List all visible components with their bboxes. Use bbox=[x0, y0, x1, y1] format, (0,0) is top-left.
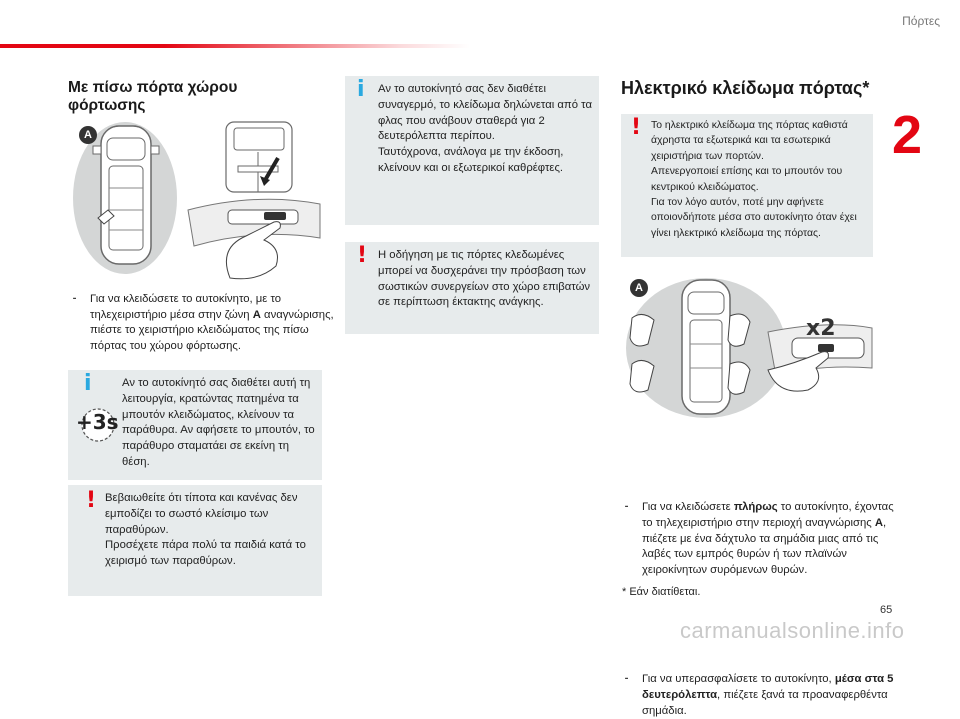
section-title: Πόρτες bbox=[902, 14, 940, 28]
warning-icon: ! bbox=[86, 488, 97, 513]
right-bullet-superlock: ⁃ Για να υπερασφαλίσετε το αυτοκίνητο, μέσα στα 5 δευτερόλεπτα, πιέζετε ξανά τα προαναφερθέντα σημάδια. bbox=[620, 672, 898, 719]
info-icon: i bbox=[357, 77, 365, 102]
right-warning-line3: Για τον λόγο αυτόν, ποτέ μην αφήνετε οποιονδήποτε μέσα στο αυτοκίνητο όταν έχει γίνει ηλεκτρικό κλείδωμα της πόρτας. bbox=[651, 197, 857, 239]
press-twice-label: x2 bbox=[806, 316, 836, 341]
warning-icon: ! bbox=[357, 243, 368, 268]
page-number: 65 bbox=[880, 604, 893, 616]
right-bullet-lock: ⁃ Για να κλειδώσετε πλήρως το αυτοκίνητο, έχοντας το τηλεχειριστήριο στην περιοχή αναγνώρισης A, πιέζετε με ένα δάχτυλο τα σημάδια μιας από τις λαβές των εμπρός θυρών ή των πλαϊνών χειροκίνητων συρόμενων θυρών. bbox=[620, 500, 898, 578]
door-handle-illustration bbox=[618, 272, 876, 422]
left-warning-line2: Προσέχετε πάρα πολύ τα παιδιά κατά το χειρισμό των παραθύρων. bbox=[105, 539, 306, 568]
left-heading: Με πίσω πόρτα χώρου φόρτωσης bbox=[68, 79, 238, 114]
chapter-number: 2 bbox=[892, 105, 923, 165]
right-warning-line1: Το ηλεκτρικό κλείδωμα της πόρτας καθιστά άχρηστα τα εξωτερικά και τα εσωτερικά χειριστήρια των πορτών. bbox=[651, 120, 848, 162]
rear-door-illustration bbox=[68, 118, 326, 282]
middle-info-line2: Ταυτόχρονα, ανάλογα με την έκδοση, κλείνουν και οι εξωτερικοί καθρέφτες. bbox=[378, 146, 564, 174]
right-warning-box bbox=[621, 114, 873, 257]
left-bullet-lock: ⁃ Για να κλειδώσετε το αυτοκίνητο, με το τηλεχειριστήριο μέσα στην ζώνη A αναγνώρισης, πιέστε το χειριστήριο κλειδώματος της πίσω πόρτας του χώρου φόρτωσης. bbox=[68, 292, 346, 354]
timer-3s-label: +3s bbox=[76, 410, 119, 434]
left-warning-line1: Βεβαιωθείτε ότι τίποτα και κανένας δεν εμποδίζει το σωστό κλείσιμο των παραθύρων. bbox=[105, 492, 298, 536]
middle-info-line1: Αν το αυτοκίνητό σας δεν διαθέτει συναγερμό, το κλείδωμα δηλώνεται από τα φλας που ανάβουν σταθερά για 2 δευτερόλεπτα περίπου. bbox=[378, 83, 592, 143]
info-icon: i bbox=[84, 371, 92, 396]
warning-icon: ! bbox=[631, 115, 642, 140]
watermark: carmanualsonline.info bbox=[680, 618, 905, 643]
zone-a-badge: A bbox=[79, 126, 97, 144]
header-accent-bar bbox=[0, 44, 470, 48]
right-heading: Ηλεκτρικό κλείδωμα πόρτας* bbox=[621, 78, 870, 98]
footnote: * Εάν διατίθεται. bbox=[622, 586, 701, 598]
zone-a-badge: A bbox=[630, 279, 648, 297]
right-warning-line2: Απενεργοποιεί επίσης και το μπουτόν του κεντρικού κλειδώματος. bbox=[651, 166, 843, 193]
middle-warning-box bbox=[345, 242, 599, 334]
left-warning-box bbox=[68, 485, 322, 596]
middle-warning-text: Η οδήγηση με τις πόρτες κλεδωμένες μπορεί να δυσχεράνει την πρόσβαση των σωστικών συνεργείων στο χώρο επιβατών σε περίπτωση έκτακτης ανάγκης. bbox=[378, 249, 591, 309]
left-info-text: Αν το αυτοκίνητό σας διαθέτει αυτή τη λειτουργία, κρατώντας πατημένα τα μπουτόν κλειδώματος, κλείνουν τα παράθυρα. Αν αφήσετε το μπουτόν, το παράθυρο σταματάει σε εκείνη τη θέση. bbox=[122, 377, 315, 468]
middle-info-box bbox=[345, 76, 599, 225]
